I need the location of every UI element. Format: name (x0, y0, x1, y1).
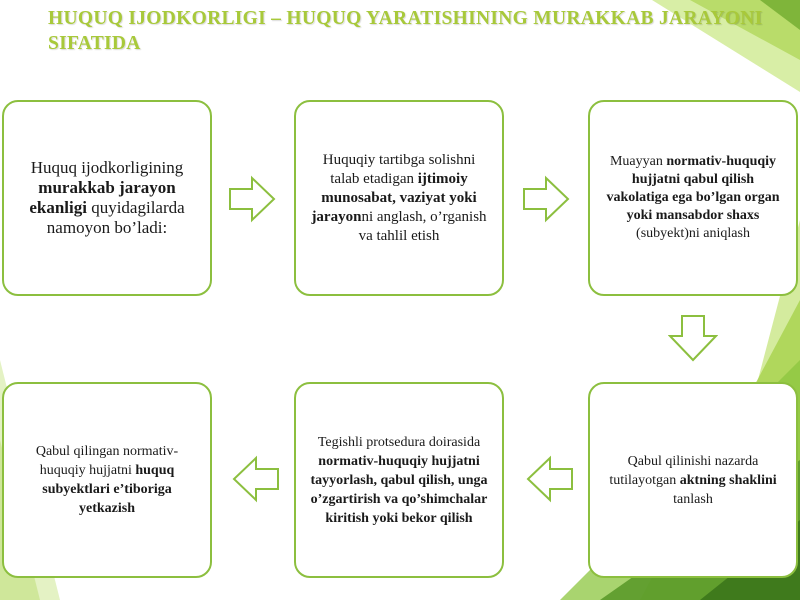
step-text-bold: murakkab jarayon ekanligi (29, 178, 176, 217)
step-text (602, 452, 784, 509)
step-text-run: Tegishli protsedura doirasida (317, 434, 481, 450)
step-box-4 (588, 382, 798, 578)
step-box-6 (2, 382, 212, 578)
step-box-2 (294, 100, 504, 296)
step-text-bold: ijtimoiy munosabat, vaziyat yoki jarayon (311, 170, 477, 225)
step-text (16, 442, 198, 518)
step-text-run: Qabul qilingan normativ-huquqiy hujjatni (35, 444, 179, 478)
step-text-run: ni anglash, o’rganish va tahlil etish (358, 208, 487, 244)
step-text-run: tanlash (673, 491, 713, 507)
step-box-1 (2, 100, 212, 296)
step-text-run: quyidagilarda namoyon bo’ladi: (46, 198, 185, 237)
step-text-run: Huquqiy tartibga solishni talab etadigan (322, 151, 476, 187)
step-text (308, 433, 490, 528)
step-text-bold: aktning shaklini (679, 472, 777, 488)
arrow-down-icon (668, 314, 718, 362)
arrow-left-icon (526, 455, 574, 503)
arrow-left-icon (232, 455, 280, 503)
step-text-run: Muayyan (609, 154, 667, 169)
step-text-run: (subyekt)ni aniqlash (636, 226, 750, 241)
arrow-right-icon (228, 175, 276, 223)
step-text (602, 153, 784, 243)
step-text-run: Qabul qilinishi nazarda tutilayotgan (609, 453, 759, 488)
step-text-bold: normativ-huquqiy hujjatni tayyorlash, qabul qilish, unga o’zgartirish va qo’shimchalar kiritish yoki bekor qilish (310, 453, 488, 526)
step-text (16, 158, 198, 238)
arrow-right-icon (522, 175, 570, 223)
step-box-3 (588, 100, 798, 296)
step-text (308, 151, 490, 246)
page-title: HUQUQ IJODKORLIGI – HUQUQ YARATISHINING MURAKKAB JARAYONI SIFATIDA (48, 8, 763, 54)
step-box-5 (294, 382, 504, 578)
step-text-run: Huquq ijodkorligining (30, 158, 184, 177)
step-text-bold: huquq subyektlari e’tiboriga yetkazish (42, 463, 175, 516)
step-text-bold: normativ-huquqiy hujjatni qabul qilish vakolatiga ega bo’lgan organ yoki mansabdor shaxs (606, 154, 780, 223)
